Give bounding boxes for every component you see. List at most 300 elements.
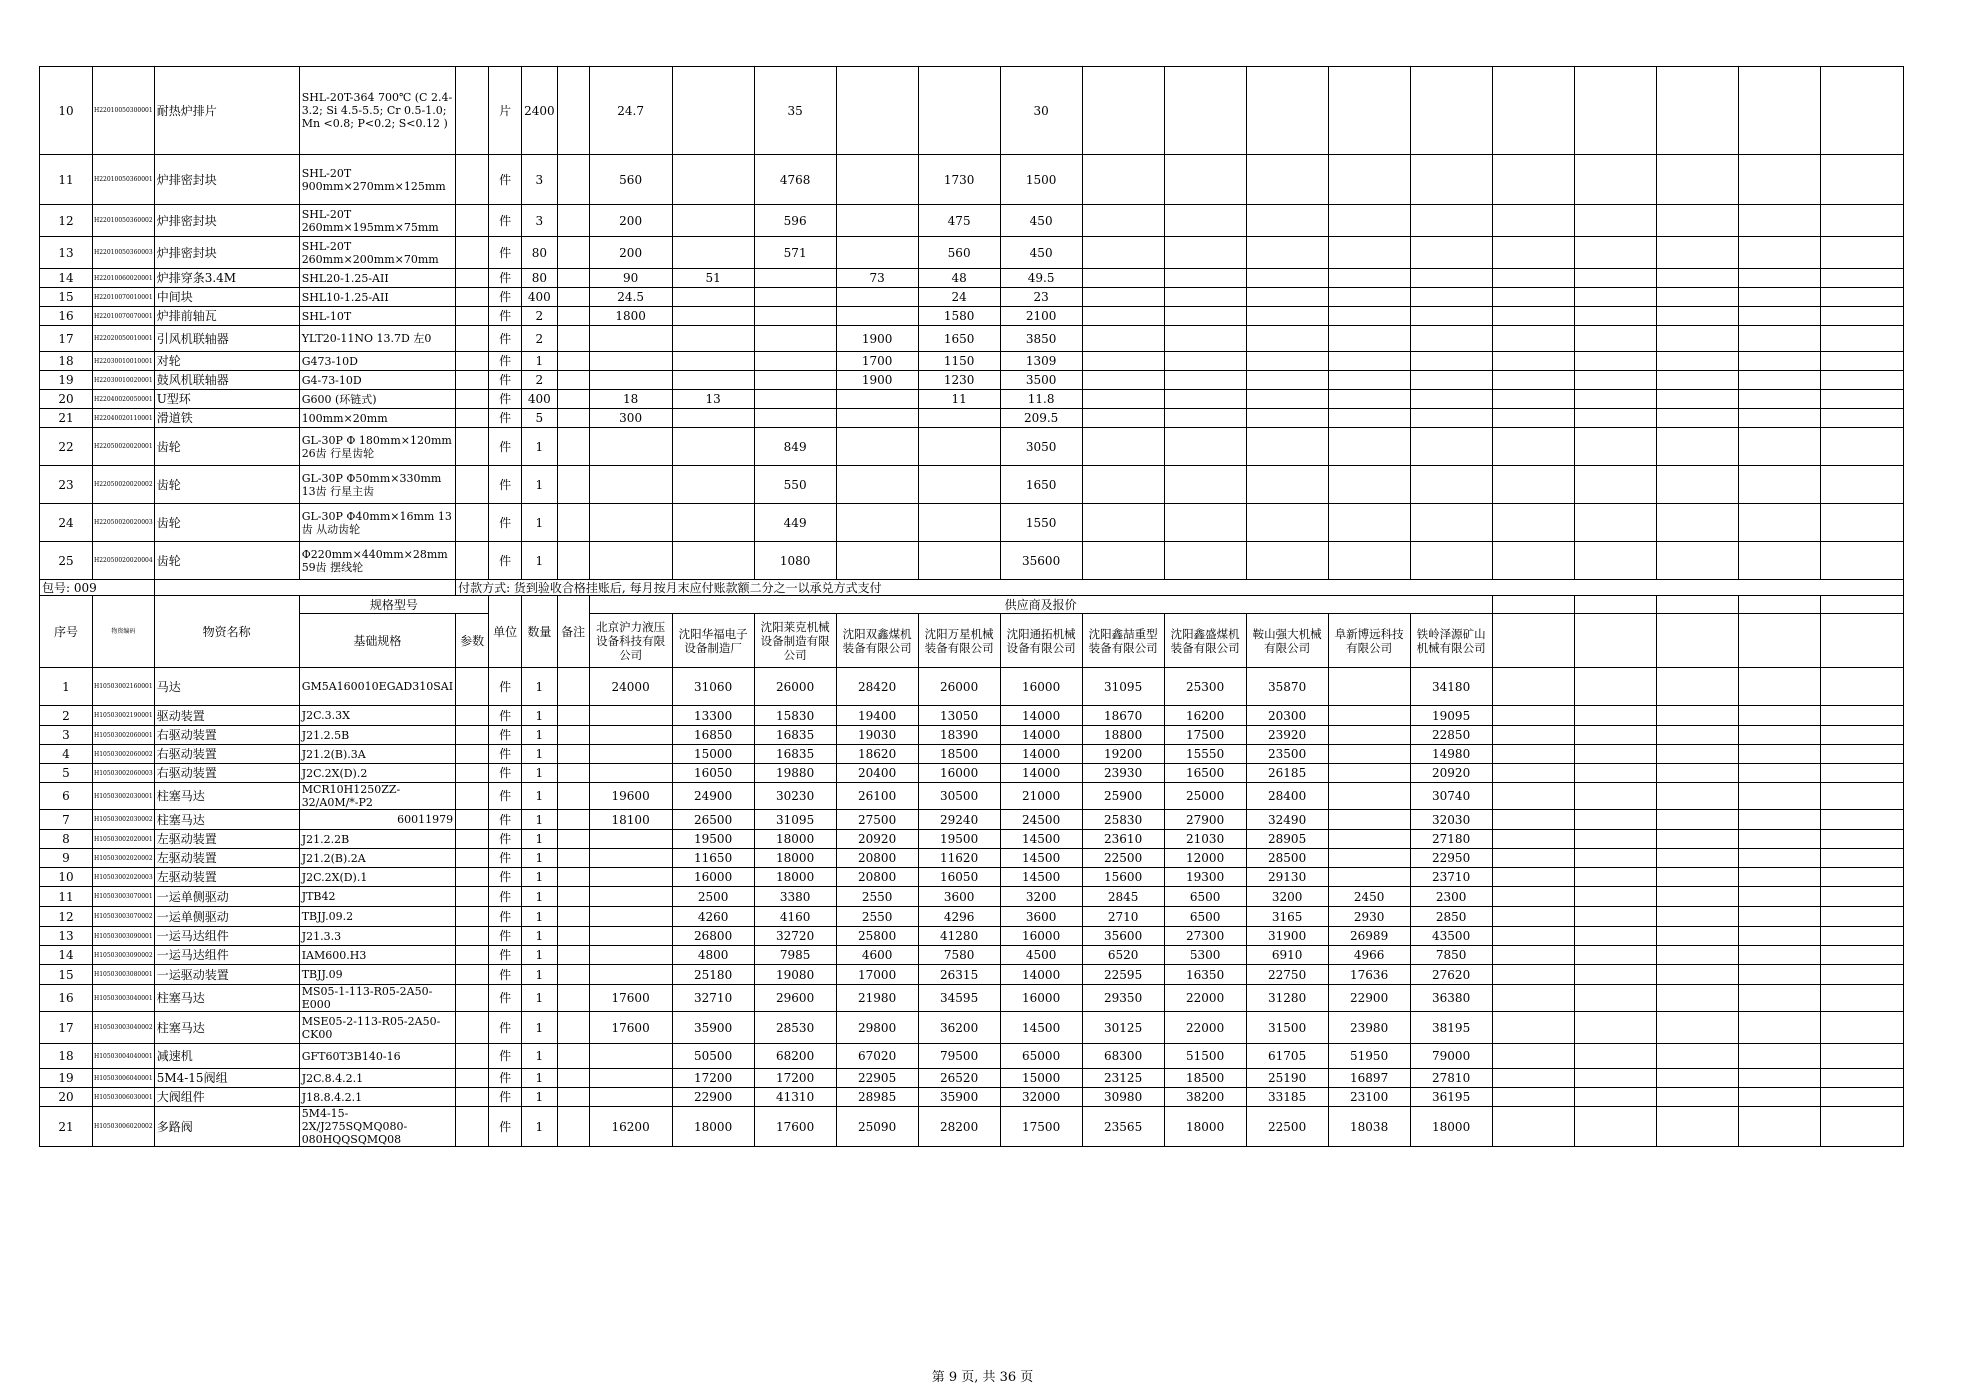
empty-cell bbox=[1738, 409, 1820, 428]
empty-cell bbox=[1820, 237, 1903, 269]
supplier-price: 13 bbox=[672, 390, 754, 409]
spec-basic: 5M4-15-2X/J275SQMQ080-080HQQSQMQ08 bbox=[299, 1107, 455, 1147]
material-name: 一运单侧驱动 bbox=[154, 907, 299, 927]
supplier-name: 沈阳鑫喆重型装备有限公司 bbox=[1082, 614, 1164, 668]
unit: 件 bbox=[489, 887, 522, 907]
empty-cell bbox=[1492, 307, 1574, 326]
supplier-price bbox=[672, 326, 754, 352]
supplier-price: 25300 bbox=[1164, 668, 1246, 706]
supplier-price bbox=[836, 307, 918, 326]
empty-cell bbox=[1820, 764, 1903, 783]
spec-params bbox=[456, 326, 489, 352]
supplier-price: 24900 bbox=[672, 783, 754, 810]
remark bbox=[557, 849, 589, 868]
supplier-price: 27620 bbox=[1410, 965, 1492, 985]
empty-cell bbox=[1492, 927, 1574, 946]
material-name: 滑道铁 bbox=[154, 409, 299, 428]
supplier-price: 16350 bbox=[1164, 965, 1246, 985]
supplier-price: 200 bbox=[589, 205, 672, 237]
supplier-price: 17600 bbox=[589, 985, 672, 1012]
supplier-price: 11.8 bbox=[1000, 390, 1082, 409]
supplier-price bbox=[589, 542, 672, 580]
supplier-price bbox=[836, 466, 918, 504]
supplier-price: 17636 bbox=[1328, 965, 1410, 985]
material-code: H10503003040002 bbox=[93, 1012, 155, 1044]
row-number: 18 bbox=[40, 352, 93, 371]
material-code: H22010050360002 bbox=[93, 205, 155, 237]
material-name: 柱塞马达 bbox=[154, 810, 299, 830]
supplier-price: 41310 bbox=[754, 1088, 836, 1107]
supplier-price: 560 bbox=[589, 155, 672, 205]
empty-cell bbox=[1492, 237, 1574, 269]
supplier-price: 27180 bbox=[1410, 830, 1492, 849]
supplier-price: 11620 bbox=[918, 849, 1000, 868]
supplier-price: 4260 bbox=[672, 907, 754, 927]
remark bbox=[557, 428, 589, 466]
supplier-price bbox=[754, 307, 836, 326]
spec-params bbox=[456, 371, 489, 390]
empty-cell bbox=[1738, 706, 1820, 726]
supplier-price: 27810 bbox=[1410, 1069, 1492, 1088]
material-code: H22010050360003 bbox=[93, 237, 155, 269]
spec-basic: Φ220mm×440mm×28mm 59齿 摆线轮 bbox=[299, 542, 455, 580]
header-row bbox=[40, 596, 1904, 614]
material-code: H22050020020001 bbox=[93, 428, 155, 466]
empty-cell bbox=[1738, 868, 1820, 887]
table-row bbox=[40, 1088, 1904, 1107]
supplier-price: 22900 bbox=[1328, 985, 1410, 1012]
empty-cell bbox=[1082, 542, 1164, 580]
supplier-price: 16050 bbox=[918, 868, 1000, 887]
remark bbox=[557, 390, 589, 409]
material-code: H22010050360001 bbox=[93, 155, 155, 205]
empty-cell bbox=[1574, 466, 1656, 504]
empty-cell bbox=[1574, 155, 1656, 205]
spec-params bbox=[456, 764, 489, 783]
supplier-price: 31060 bbox=[672, 668, 754, 706]
supplier-price: 14500 bbox=[1000, 830, 1082, 849]
empty-cell bbox=[1082, 466, 1164, 504]
spec-params bbox=[456, 887, 489, 907]
empty-cell bbox=[1328, 205, 1410, 237]
spec-params bbox=[456, 965, 489, 985]
unit: 件 bbox=[489, 1012, 522, 1044]
supplier-price: 18670 bbox=[1082, 706, 1164, 726]
empty-cell bbox=[1164, 504, 1246, 542]
supplier-price: 2845 bbox=[1082, 887, 1164, 907]
empty-cell bbox=[1738, 1088, 1820, 1107]
unit: 件 bbox=[489, 927, 522, 946]
quantity: 1 bbox=[522, 907, 558, 927]
empty-cell bbox=[1820, 830, 1903, 849]
spec-basic: GL-30P Φ 180mm×120mm 26齿 行星齿轮 bbox=[299, 428, 455, 466]
empty-cell bbox=[1328, 269, 1410, 288]
row-number: 13 bbox=[40, 927, 93, 946]
empty-cell bbox=[1656, 764, 1738, 783]
unit: 件 bbox=[489, 205, 522, 237]
supplier-price: 31095 bbox=[1082, 668, 1164, 706]
supplier-price bbox=[672, 428, 754, 466]
empty-cell bbox=[1656, 830, 1738, 849]
supplier-price: 1900 bbox=[836, 371, 918, 390]
empty-cell bbox=[1656, 745, 1738, 764]
empty-cell bbox=[1574, 409, 1656, 428]
supplier-price bbox=[754, 288, 836, 307]
supplier-price: 35900 bbox=[918, 1088, 1000, 1107]
payment-terms: 付款方式: 货到验收合格挂账后, 每月按月末应付账款额二分之一以承兑方式支付 bbox=[456, 580, 1904, 596]
supplier-price bbox=[589, 849, 672, 868]
supplier-price: 20920 bbox=[1410, 764, 1492, 783]
header-unit: 单位 bbox=[489, 596, 522, 668]
supplier-price: 2550 bbox=[836, 907, 918, 927]
spec-basic: 60011979 bbox=[299, 810, 455, 830]
table-row bbox=[40, 946, 1904, 965]
empty-cell bbox=[1492, 907, 1574, 927]
empty-cell bbox=[1082, 371, 1164, 390]
empty-cell bbox=[1492, 830, 1574, 849]
material-code: H10503002030002 bbox=[93, 810, 155, 830]
empty-cell bbox=[1246, 67, 1328, 155]
supplier-price: 2300 bbox=[1410, 887, 1492, 907]
empty-cell bbox=[1738, 887, 1820, 907]
supplier-price: 19400 bbox=[836, 706, 918, 726]
unit: 件 bbox=[489, 390, 522, 409]
empty-cell bbox=[1164, 288, 1246, 307]
spec-basic: TBJJ.09 bbox=[299, 965, 455, 985]
supplier-price: 67020 bbox=[836, 1044, 918, 1069]
supplier-name: 沈阳鑫盛煤机装备有限公司 bbox=[1164, 614, 1246, 668]
supplier-price: 30 bbox=[1000, 67, 1082, 155]
unit: 件 bbox=[489, 504, 522, 542]
material-name: 5M4-15阀组 bbox=[154, 1069, 299, 1088]
material-name: 右驱动装置 bbox=[154, 726, 299, 745]
supplier-price: 22000 bbox=[1164, 985, 1246, 1012]
spec-basic: 100mm×20mm bbox=[299, 409, 455, 428]
empty-cell bbox=[1574, 706, 1656, 726]
remark bbox=[557, 542, 589, 580]
empty-cell bbox=[1656, 783, 1738, 810]
spec-basic: GL-30P Φ50mm×330mm 13齿 行星主齿 bbox=[299, 466, 455, 504]
supplier-price bbox=[836, 155, 918, 205]
empty-cell bbox=[1738, 466, 1820, 504]
supplier-price: 19080 bbox=[754, 965, 836, 985]
supplier-price: 28500 bbox=[1246, 849, 1328, 868]
supplier-price: 22950 bbox=[1410, 849, 1492, 868]
remark bbox=[557, 371, 589, 390]
table-row bbox=[40, 205, 1904, 237]
remark bbox=[557, 783, 589, 810]
supplier-price bbox=[836, 409, 918, 428]
empty-cell bbox=[1820, 504, 1903, 542]
remark bbox=[557, 1088, 589, 1107]
supplier-price: 32000 bbox=[1000, 1088, 1082, 1107]
material-code: H22010060020001 bbox=[93, 269, 155, 288]
supplier-price: 14980 bbox=[1410, 745, 1492, 764]
supplier-price: 4600 bbox=[836, 946, 918, 965]
supplier-price: 1580 bbox=[918, 307, 1000, 326]
spec-basic: J21.2(B).2A bbox=[299, 849, 455, 868]
header-spec-basic: 基础规格 bbox=[299, 614, 455, 668]
supplier-price: 24.7 bbox=[589, 67, 672, 155]
quantity: 1 bbox=[522, 1107, 558, 1147]
supplier-price bbox=[1328, 668, 1410, 706]
package-number: 包号: 009 bbox=[40, 580, 155, 596]
supplier-price bbox=[589, 1088, 672, 1107]
supplier-price: 22905 bbox=[836, 1069, 918, 1088]
supplier-price: 550 bbox=[754, 466, 836, 504]
supplier-price: 11650 bbox=[672, 849, 754, 868]
supplier-price bbox=[589, 1044, 672, 1069]
supplier-price: 15000 bbox=[672, 745, 754, 764]
empty-cell bbox=[1820, 205, 1903, 237]
empty-cell bbox=[1328, 390, 1410, 409]
supplier-price: 31900 bbox=[1246, 927, 1328, 946]
supplier-price: 3200 bbox=[1246, 887, 1328, 907]
supplier-price: 450 bbox=[1000, 237, 1082, 269]
spec-basic: J2C.2X(D).2 bbox=[299, 764, 455, 783]
supplier-price: 18000 bbox=[1410, 1107, 1492, 1147]
empty-cell bbox=[1574, 849, 1656, 868]
empty-cell bbox=[1492, 288, 1574, 307]
supplier-price: 26800 bbox=[672, 927, 754, 946]
empty-cell bbox=[1820, 745, 1903, 764]
supplier-price bbox=[589, 965, 672, 985]
row-number: 23 bbox=[40, 466, 93, 504]
supplier-price: 23 bbox=[1000, 288, 1082, 307]
remark bbox=[557, 307, 589, 326]
supplier-price bbox=[918, 504, 1000, 542]
supplier-price bbox=[589, 946, 672, 965]
empty-cell bbox=[1574, 288, 1656, 307]
supplier-price: 35900 bbox=[672, 1012, 754, 1044]
material-name: 一运单侧驱动 bbox=[154, 887, 299, 907]
supplier-price bbox=[836, 390, 918, 409]
supplier-price: 5300 bbox=[1164, 946, 1246, 965]
empty-cell bbox=[1820, 542, 1903, 580]
supplier-name: 沈阳通拓机械设备有限公司 bbox=[1000, 614, 1082, 668]
supplier-price: 16835 bbox=[754, 726, 836, 745]
empty-cell bbox=[1574, 907, 1656, 927]
supplier-price: 23920 bbox=[1246, 726, 1328, 745]
material-name: 耐热炉排片 bbox=[154, 67, 299, 155]
empty-cell bbox=[1328, 542, 1410, 580]
empty-cell bbox=[1574, 67, 1656, 155]
supplier-price: 18100 bbox=[589, 810, 672, 830]
table-row bbox=[40, 830, 1904, 849]
empty-cell bbox=[1738, 288, 1820, 307]
spec-params bbox=[456, 288, 489, 307]
supplier-price bbox=[1328, 810, 1410, 830]
supplier-price: 3600 bbox=[1000, 907, 1082, 927]
table-row bbox=[40, 764, 1904, 783]
empty-cell bbox=[1082, 67, 1164, 155]
supplier-price: 38195 bbox=[1410, 1012, 1492, 1044]
supplier-price: 13300 bbox=[672, 706, 754, 726]
row-number: 17 bbox=[40, 1012, 93, 1044]
row-number: 12 bbox=[40, 205, 93, 237]
supplier-price: 30500 bbox=[918, 783, 1000, 810]
material-code: H22050020020004 bbox=[93, 542, 155, 580]
supplier-price bbox=[1328, 726, 1410, 745]
supplier-price: 27300 bbox=[1164, 927, 1246, 946]
spec-params bbox=[456, 542, 489, 580]
empty-cell bbox=[1574, 868, 1656, 887]
empty-cell bbox=[1082, 155, 1164, 205]
material-name: 减速机 bbox=[154, 1044, 299, 1069]
supplier-price: 43500 bbox=[1410, 927, 1492, 946]
empty-cell bbox=[1820, 371, 1903, 390]
material-code: H22020050010001 bbox=[93, 326, 155, 352]
supplier-price: 19300 bbox=[1164, 868, 1246, 887]
row-number: 3 bbox=[40, 726, 93, 745]
spec-params bbox=[456, 205, 489, 237]
empty-cell bbox=[1410, 390, 1492, 409]
table-row bbox=[40, 745, 1904, 764]
spec-basic: YLT20-11NO 13.7D 左0 bbox=[299, 326, 455, 352]
material-name: 炉排穿条3.4M bbox=[154, 269, 299, 288]
supplier-price: 18000 bbox=[754, 849, 836, 868]
unit: 件 bbox=[489, 1107, 522, 1147]
empty-cell bbox=[1820, 1069, 1903, 1088]
supplier-price: 449 bbox=[754, 504, 836, 542]
row-number: 6 bbox=[40, 783, 93, 810]
empty-cell bbox=[1574, 946, 1656, 965]
material-code: H10503002190001 bbox=[93, 706, 155, 726]
remark bbox=[557, 352, 589, 371]
empty-cell bbox=[1574, 726, 1656, 745]
supplier-price: 1730 bbox=[918, 155, 1000, 205]
empty-cell bbox=[1410, 155, 1492, 205]
empty-cell bbox=[1410, 409, 1492, 428]
empty-cell bbox=[1492, 428, 1574, 466]
empty-cell bbox=[1738, 428, 1820, 466]
material-name: 驱动装置 bbox=[154, 706, 299, 726]
supplier-price: 35 bbox=[754, 67, 836, 155]
spec-basic: MCR10H1250ZZ-32/A0M/*-P2 bbox=[299, 783, 455, 810]
supplier-price bbox=[589, 371, 672, 390]
spec-basic: J21.2.5B bbox=[299, 726, 455, 745]
empty-cell bbox=[1492, 668, 1574, 706]
spec-params bbox=[456, 67, 489, 155]
supplier-price bbox=[589, 745, 672, 764]
supplier-price: 14500 bbox=[1000, 1012, 1082, 1044]
empty-cell bbox=[1574, 745, 1656, 764]
spec-basic: J21.2.2B bbox=[299, 830, 455, 849]
remark bbox=[557, 1069, 589, 1088]
empty-cell bbox=[1656, 269, 1738, 288]
supplier-price: 7850 bbox=[1410, 946, 1492, 965]
supplier-price: 33185 bbox=[1246, 1088, 1328, 1107]
supplier-price: 30125 bbox=[1082, 1012, 1164, 1044]
spec-basic: J2C.2X(D).1 bbox=[299, 868, 455, 887]
supplier-price: 16000 bbox=[1000, 985, 1082, 1012]
empty-cell bbox=[1738, 726, 1820, 745]
supplier-price: 79000 bbox=[1410, 1044, 1492, 1069]
empty-cell bbox=[1574, 1107, 1656, 1147]
unit: 件 bbox=[489, 307, 522, 326]
row-number: 21 bbox=[40, 409, 93, 428]
supplier-price: 21980 bbox=[836, 985, 918, 1012]
empty-cell bbox=[1492, 409, 1574, 428]
spec-params bbox=[456, 706, 489, 726]
supplier-price bbox=[672, 155, 754, 205]
supplier-price: 19500 bbox=[918, 830, 1000, 849]
empty-cell bbox=[1410, 237, 1492, 269]
material-name: 齿轮 bbox=[154, 428, 299, 466]
unit: 件 bbox=[489, 409, 522, 428]
remark bbox=[557, 907, 589, 927]
quantity: 1 bbox=[522, 1012, 558, 1044]
empty-cell bbox=[1492, 1069, 1574, 1088]
supplier-price: 16850 bbox=[672, 726, 754, 745]
row-number: 14 bbox=[40, 269, 93, 288]
spec-basic: G600 (环链式) bbox=[299, 390, 455, 409]
supplier-price: 18620 bbox=[836, 745, 918, 764]
supplier-price: 20400 bbox=[836, 764, 918, 783]
material-code: H10503003070002 bbox=[93, 907, 155, 927]
empty-cell bbox=[1328, 504, 1410, 542]
supplier-price: 29600 bbox=[754, 985, 836, 1012]
supplier-price: 61705 bbox=[1246, 1044, 1328, 1069]
material-name: 柱塞马达 bbox=[154, 985, 299, 1012]
supplier-price: 65000 bbox=[1000, 1044, 1082, 1069]
empty-cell bbox=[1164, 205, 1246, 237]
row-number: 19 bbox=[40, 1069, 93, 1088]
unit: 件 bbox=[489, 726, 522, 745]
supplier-price: 26100 bbox=[836, 783, 918, 810]
table-row bbox=[40, 783, 1904, 810]
empty-cell bbox=[1246, 428, 1328, 466]
supplier-price bbox=[589, 326, 672, 352]
empty-cell bbox=[1656, 288, 1738, 307]
empty-cell bbox=[1164, 307, 1246, 326]
supplier-price: 17600 bbox=[754, 1107, 836, 1147]
empty-cell bbox=[1492, 810, 1574, 830]
empty-cell bbox=[1820, 965, 1903, 985]
row-number: 15 bbox=[40, 965, 93, 985]
empty-cell bbox=[1820, 1044, 1903, 1069]
supplier-price bbox=[589, 726, 672, 745]
empty-cell bbox=[1656, 1088, 1738, 1107]
empty-cell bbox=[1082, 205, 1164, 237]
unit: 件 bbox=[489, 985, 522, 1012]
supplier-price bbox=[672, 542, 754, 580]
supplier-price: 15600 bbox=[1082, 868, 1164, 887]
row-number: 14 bbox=[40, 946, 93, 965]
spec-params bbox=[456, 726, 489, 745]
empty-cell bbox=[1820, 307, 1903, 326]
remark bbox=[557, 205, 589, 237]
empty-cell bbox=[1410, 428, 1492, 466]
quantity: 3 bbox=[522, 155, 558, 205]
material-code: H10503002060003 bbox=[93, 764, 155, 783]
supplier-price bbox=[589, 352, 672, 371]
supplier-price: 3165 bbox=[1246, 907, 1328, 927]
empty-cell bbox=[1164, 352, 1246, 371]
supplier-price: 18000 bbox=[1164, 1107, 1246, 1147]
material-name: 柱塞马达 bbox=[154, 783, 299, 810]
empty-cell bbox=[1656, 390, 1738, 409]
empty-cell bbox=[1656, 726, 1738, 745]
empty-cell bbox=[1820, 326, 1903, 352]
empty-cell bbox=[1738, 542, 1820, 580]
spec-params bbox=[456, 868, 489, 887]
material-code: H22030010010001 bbox=[93, 352, 155, 371]
supplier-price: 23610 bbox=[1082, 830, 1164, 849]
empty-cell bbox=[1738, 927, 1820, 946]
supplier-price bbox=[836, 542, 918, 580]
supplier-price: 25900 bbox=[1082, 783, 1164, 810]
